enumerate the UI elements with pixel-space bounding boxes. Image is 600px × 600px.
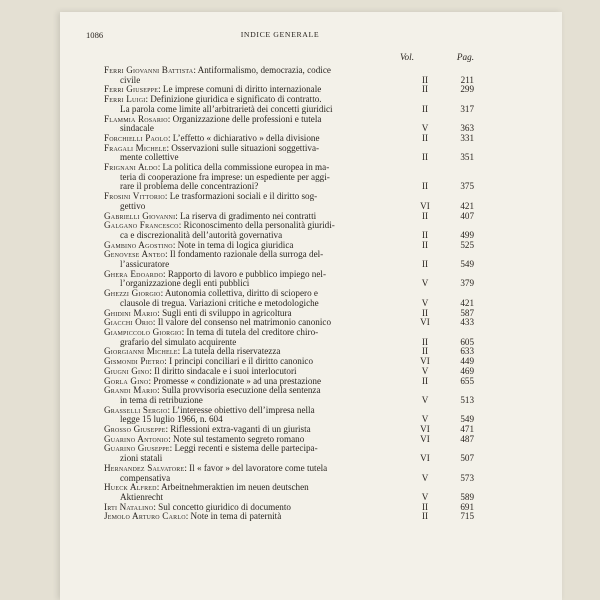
entry-volume: II [421,74,429,85]
entry-page: 331 [460,132,474,143]
index-entry [104,144,474,163]
index-entry [104,115,474,134]
entry-page: 507 [460,453,474,464]
entry-author: Flammia Rosario [104,114,168,124]
index-entry [104,444,474,463]
index-entry [104,406,474,425]
entry-author: Ghera Edoardo [104,269,164,279]
entry-title: : Osservazioni sulle situazioni soggettiva- [166,143,320,153]
entry-volume: II [421,307,429,318]
index-entry [104,483,474,502]
entry-first-line [104,163,390,173]
entry-first-line [104,95,390,105]
entry-continuation: grafario del simulato acquirente [120,337,237,347]
entry-page: 299 [460,84,474,95]
entry-title: : L’effetto « dichiarativo » della divisione [167,133,320,143]
entry-first-line [104,134,390,144]
entry-volume: II [421,375,429,386]
entry-volume: II [421,132,429,143]
entry-first-line [104,425,390,435]
index-entry [104,270,474,289]
entry-title: : Il fondamento razionale della surroga del- [165,250,324,260]
index-entry [104,241,474,251]
index-entry [104,95,474,114]
entry-volume: II [421,229,429,240]
entry-page: 317 [460,103,474,114]
entry-author: Gorla Gino [104,376,149,386]
entry-continuation: in tema di retribuzione [120,395,203,405]
entry-author: Forchielli Paolo [104,133,168,143]
entry-first-line [104,483,390,493]
entry-volume: V [421,365,429,376]
entry-continuation: rare il problema delle concentrazioni? [120,182,259,192]
entry-title: : I principi conciliari e il diritto canonico [164,357,314,367]
index-entry [104,85,474,95]
entry-volume: II [421,336,429,347]
index-entry [104,367,474,377]
entry-author: Ferri Luigi [104,95,146,105]
entry-page: 525 [460,239,474,250]
entry-author: Giampiccolo Giorgio [104,327,182,337]
index-entries [104,66,474,522]
entry-first-line [104,444,390,454]
entry-continuation: l’assicuratore [120,260,170,270]
entry-title: : In tema di tutela del creditore chiro- [181,327,319,337]
entry-page: 375 [460,181,474,192]
entry-first-line [104,357,390,367]
entry-continuation: civile [120,75,141,85]
index-entry [104,377,474,387]
entry-volume: II [421,152,429,163]
entry-author: Giugni Gino [104,366,150,376]
entry-first-line [104,386,390,396]
entry-title: : Rapporto di lavoro e pubblico impiego nel- [163,269,326,279]
entry-volume: VI [420,200,430,211]
index-entry [104,221,474,240]
entry-page: 421 [460,200,474,211]
index-entry [104,512,474,522]
entry-volume: II [421,103,429,114]
entry-author: Gabrielli Giovanni [104,211,176,221]
entry-volume: V [421,414,429,425]
entry-author: Giorgianni Michele [104,347,178,357]
entry-continuation: compensativa [120,473,171,483]
entry-author: Ghidini Mario [104,308,158,318]
entry-author: Genovese Anteo [104,250,166,260]
entry-title: : La riserva di gradimento nei contratti [175,211,317,221]
entry-author: Hernandez Salvatore [104,463,185,473]
index-entry [104,212,474,222]
entry-title: : Note in tema di paternità [185,512,282,522]
entry-first-line [104,464,390,474]
entry-title: : Note sul testamento segreto romano [168,434,305,444]
entry-author: Frignani Aldo [104,163,158,173]
entry-volume: II [421,84,429,95]
entry-title: : La politica della commissione europea in ma- [157,163,330,173]
entry-page: 513 [460,394,474,405]
entry-first-line [104,406,390,416]
entry-continuation: l’organizzazione degli enti pubblici [120,279,250,289]
entry-title: : Sul concetto giuridico di documento [153,502,291,512]
entry-first-line [104,221,390,231]
entry-continuation: gettivo [120,201,146,211]
entry-title: : Il « favor » del lavoratore come tutela [184,463,328,473]
entry-title: : Riconoscimento della personalità giuridi- [178,221,335,231]
entry-first-line [104,377,390,387]
entry-page: 379 [460,278,474,289]
index-entry [104,134,474,144]
entry-continuation: clausole di tregua. Variazioni critiche e metodologiche [120,298,319,308]
entry-author: Jemolo Arturo Carlo [104,512,186,522]
entry-continuation: La parola come limite all’arbitrarietà dei concetti giuridici [120,104,333,114]
entry-author: Grosso Giuseppe [104,425,166,435]
entry-page: 211 [460,74,474,85]
entry-volume: V [421,394,429,405]
entry-volume: V [421,472,429,483]
entry-title: : Organizzazione delle professioni e tutela [167,114,322,124]
entry-volume: VI [420,453,430,464]
index-entry [104,435,474,445]
entry-title: : Definizione giuridica e significato di contratto. [145,95,322,105]
entry-page: 633 [460,346,474,357]
entry-author: Grandi Mario [104,386,158,396]
entry-volume: II [421,259,429,270]
column-headers [86,50,474,64]
entry-page: 363 [460,123,474,134]
index-entry [104,425,474,435]
page-title: INDICE GENERALE [240,30,320,39]
entry-title: : Il diritto sindacale e i suoi interlocutori [149,366,297,376]
entry-title: : Promesse « condizionate » ad una prestazione [148,376,322,386]
entry-volume: II [421,346,429,357]
entry-first-line [104,85,390,95]
entry-volume: V [421,297,429,308]
entry-first-line [104,512,390,522]
entry-volume: VI [420,317,430,328]
entry-page: 691 [460,501,474,512]
index-entry [104,464,474,483]
index-entry [104,357,474,367]
entry-author: Fragali Michele [104,143,167,153]
entry-page: 351 [460,152,474,163]
entry-page: 573 [460,472,474,483]
entry-page: 407 [460,210,474,221]
entry-page: 433 [460,317,474,328]
entry-continuation: sindacale [120,124,154,134]
entry-continuation: mente collettive [120,153,179,163]
index-entry [104,503,474,513]
entry-volume: VI [420,424,430,435]
entry-volume: II [421,501,429,512]
entry-author: Gambino Agostino [104,240,173,250]
entry-author: Giacchi Orio [104,318,153,328]
index-entry [104,309,474,319]
entry-volume: VI [420,356,430,367]
running-header [86,28,474,42]
index-entry [104,386,474,405]
vol-column-header: Vol. [399,52,415,62]
entry-volume: V [421,123,429,134]
entry-page: 449 [460,356,474,367]
entry-title: : Autonomia collettiva, diritto di sciopero e [160,289,318,299]
entry-title: : Il valore del consenso nel matrimonio canonico [152,318,332,328]
entry-first-line [104,212,390,222]
page-number: 1086 [86,30,104,40]
entry-title: : Note in tema di logica giuridica [172,240,294,250]
entry-page: 589 [460,491,474,502]
index-entry [104,318,474,328]
entry-author: Gismondi Pietro [104,357,165,367]
entry-page: 549 [460,414,474,425]
index-entry [104,289,474,308]
entry-first-line [104,144,390,154]
entry-page: 655 [460,375,474,386]
entry-title: : Sulla provvisoria esecuzione della sentenza [157,386,321,396]
index-entry [104,66,474,85]
index-entry [104,347,474,357]
entry-author: Irti Natalino [104,502,154,512]
entry-first-line [104,250,390,260]
entry-author: Hueck Alfred [104,483,157,493]
entry-author: Ferri Giuseppe [104,85,159,95]
entry-continuation: Aktienrecht [120,492,164,502]
index-entry [104,192,474,211]
entry-author: Guarino Antonio [104,434,169,444]
entry-author: Ghezzi Giorgio [104,289,161,299]
entry-first-line [104,367,390,377]
entry-first-line [104,328,390,338]
entry-title: : L’interesse obiettivo dell’impresa nella [167,405,315,415]
entry-volume: VI [420,433,430,444]
entry-first-line [104,289,390,299]
entry-title: : Le trasformazioni sociali e il diritto sog- [164,192,318,202]
index-entry [104,250,474,269]
entry-first-line [104,347,390,357]
entry-volume: II [421,181,429,192]
entry-first-line [104,270,390,280]
entry-volume: II [421,210,429,221]
entry-author: Guarino Giuseppe [104,444,170,454]
entry-author: Ferri Giovanni Battista [104,66,194,75]
entry-first-line [104,309,390,319]
entry-author: Frosini Vittorio [104,192,165,202]
entry-page: 605 [460,336,474,347]
entry-title: : La tutela della riservatezza [177,347,281,357]
entry-first-line [104,503,390,513]
entry-volume: V [421,491,429,502]
entry-page: 421 [460,297,474,308]
entry-author: Grasselli Sergio [104,405,168,415]
entry-title: : Antiformalismo, democrazia, codice [193,66,331,75]
entry-volume: II [421,239,429,250]
entry-continuation: legge 15 luglio 1966, n. 604 [120,415,223,425]
entry-title: : Arbeitnehmeraktien im neuen deutschen [156,483,309,493]
entry-title: : Le imprese comuni di diritto internazionale [158,85,322,95]
index-entry [104,163,474,192]
entry-page: 471 [460,424,474,435]
entry-first-line [104,318,390,328]
entry-page: 499 [460,229,474,240]
entry-first-line [104,192,390,202]
index-entry [104,328,474,347]
entry-continuation: teria di cooperazione fra imprese: un espediente per aggi- [120,172,330,182]
entry-title: : Leggi recenti e sistema delle partecipa- [169,444,318,454]
entry-page: 469 [460,365,474,376]
entry-page: 715 [460,511,474,522]
page-column-header: Pag. [456,52,474,62]
entry-page: 549 [460,259,474,270]
entry-continuation: ca e discrezionalità dell’autorità governativa [120,230,283,240]
entry-first-line [104,435,390,445]
entry-first-line [104,66,390,76]
entry-page: 487 [460,433,474,444]
entry-volume: II [421,511,429,522]
entry-first-line [104,241,390,251]
entry-continuation: zioni statali [120,454,163,464]
entry-page: 587 [460,307,474,318]
entry-title: : Riflessioni extra-vaganti di un giurista [165,425,311,435]
entry-volume: V [421,278,429,289]
entry-first-line [104,115,390,125]
entry-title: : Sugli enti di sviluppo in agricoltura [157,308,292,318]
entry-author: Galgano Francesco [104,221,179,231]
